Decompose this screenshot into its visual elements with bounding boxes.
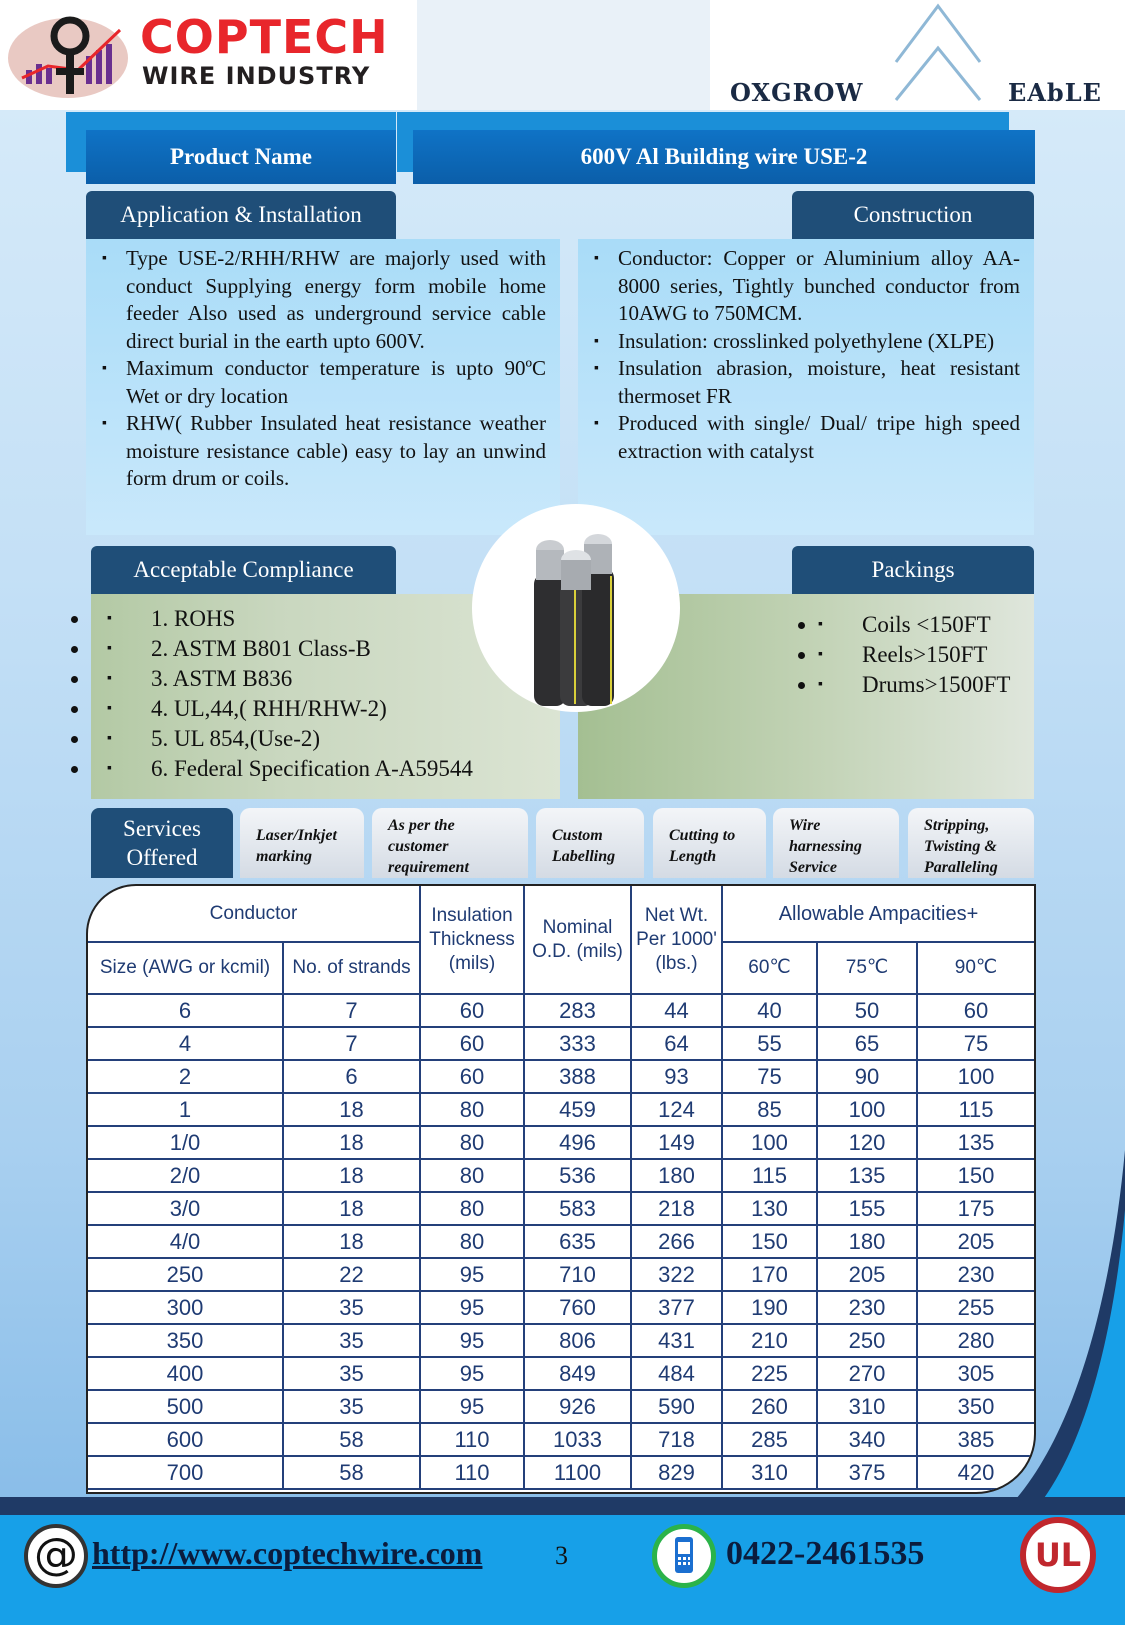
table-cell: 270 — [817, 1357, 917, 1390]
table-cell: 2/0 — [88, 1159, 283, 1192]
table-cell: 60 — [420, 1060, 524, 1093]
table-row — [88, 1060, 1034, 1093]
table-cell: 385 — [917, 1423, 1034, 1456]
table-cell: 95 — [420, 1291, 524, 1324]
table-cell: 375 — [817, 1456, 917, 1489]
packings-item: ▪ • Drums>1500FT — [818, 670, 1010, 700]
table-cell: 760 — [524, 1291, 631, 1324]
table-row — [88, 1324, 1034, 1357]
table-cell: 93 — [631, 1060, 722, 1093]
table-row — [88, 1027, 1034, 1060]
table-cell: 22 — [283, 1258, 420, 1291]
header-od: Nominal O.D. (mils) — [524, 886, 631, 994]
table-row — [88, 1225, 1034, 1258]
table-row — [88, 1159, 1034, 1192]
product-name: 600V Al Building wire USE-2 — [413, 130, 1035, 184]
table-cell: 100 — [722, 1126, 817, 1159]
header-middle — [417, 0, 710, 110]
table-cell: 4 — [88, 1027, 283, 1060]
packings-title: Packings — [792, 546, 1034, 594]
construction-item: ▪ Insulation: crosslinked polyethylene (XLPE) — [578, 328, 1020, 356]
table-cell: 18 — [283, 1225, 420, 1258]
table-cell: 120 — [817, 1126, 917, 1159]
table-cell: 431 — [631, 1324, 722, 1357]
table-cell: 135 — [817, 1159, 917, 1192]
table-cell: 583 — [524, 1192, 631, 1225]
table-cell: 35 — [283, 1357, 420, 1390]
page-number: 3 — [555, 1541, 568, 1570]
table-cell: 4/0 — [88, 1225, 283, 1258]
table-cell: 285 — [722, 1423, 817, 1456]
table-cell: 18 — [283, 1192, 420, 1225]
table-cell: 80 — [420, 1159, 524, 1192]
product-label: Product Name — [86, 130, 396, 184]
table-cell: 205 — [817, 1258, 917, 1291]
table-cell: 6 — [88, 994, 283, 1027]
table-cell: 388 — [524, 1060, 631, 1093]
table-cell: 90 — [817, 1060, 917, 1093]
table-row — [88, 1456, 1034, 1489]
table-cell: 230 — [817, 1291, 917, 1324]
table-cell: 1100 — [524, 1456, 631, 1489]
table-cell: 65 — [817, 1027, 917, 1060]
table-row — [88, 1423, 1034, 1456]
table-cell: 310 — [722, 1456, 817, 1489]
table-cell: 75 — [917, 1027, 1034, 1060]
website-link[interactable]: http://www.coptechwire.com — [92, 1535, 483, 1571]
table-row — [88, 1390, 1034, 1423]
table-cell: 333 — [524, 1027, 631, 1060]
table-cell: 280 — [917, 1324, 1034, 1357]
construction-panel — [578, 239, 1034, 535]
table-cell: 135 — [917, 1126, 1034, 1159]
table-cell: 155 — [817, 1192, 917, 1225]
table-cell: 205 — [917, 1225, 1034, 1258]
table-cell: 536 — [524, 1159, 631, 1192]
application-title: Application & Installation — [86, 191, 396, 239]
table-cell: 322 — [631, 1258, 722, 1291]
table-cell: 1 — [88, 1093, 283, 1126]
table-cell: 100 — [917, 1060, 1034, 1093]
table-cell: 7 — [283, 1027, 420, 1060]
construction-item: ▪ Insulation abrasion, moisture, heat resistant thermoset FR — [578, 355, 1020, 410]
table-cell: 230 — [917, 1258, 1034, 1291]
table-cell: 350 — [917, 1390, 1034, 1423]
table-row — [88, 1093, 1034, 1126]
table-cell: 266 — [631, 1225, 722, 1258]
table-cell: 170 — [722, 1258, 817, 1291]
service-tab-stripping: Stripping, Twisting & Paralleling — [908, 808, 1034, 878]
brand-name: COPTECH — [140, 10, 389, 64]
table-cell: 115 — [722, 1159, 817, 1192]
table-cell: 150 — [722, 1225, 817, 1258]
table-cell: 340 — [817, 1423, 917, 1456]
table-cell: 2 — [88, 1060, 283, 1093]
table-row — [88, 1126, 1034, 1159]
table-cell: 250 — [88, 1258, 283, 1291]
table-cell: 80 — [420, 1225, 524, 1258]
service-tab-marking: Laser/Inkjet marking — [240, 808, 364, 878]
coptech-logo-icon — [8, 8, 130, 100]
table-cell: 225 — [722, 1357, 817, 1390]
header-insulation: Insulation Thickness (mils) — [420, 886, 524, 994]
table-row — [88, 1258, 1034, 1291]
table-cell: 44 — [631, 994, 722, 1027]
table-cell: 95 — [420, 1258, 524, 1291]
table-cell: 180 — [817, 1225, 917, 1258]
construction-item: ▪ Conductor: Copper or Aluminium alloy AA-8000 series, Tightly bunched conductor from 10AWG to 750MCM. — [578, 245, 1020, 328]
table-cell: 459 — [524, 1093, 631, 1126]
spec-table — [86, 884, 1036, 1494]
table-cell: 60 — [917, 994, 1034, 1027]
table-cell: 175 — [917, 1192, 1034, 1225]
decor-swoosh — [1000, 1150, 1125, 1516]
table-cell: 149 — [631, 1126, 722, 1159]
table-cell: 1033 — [524, 1423, 631, 1456]
table-cell: 377 — [631, 1291, 722, 1324]
table-cell: 210 — [722, 1324, 817, 1357]
compliance-item: ▪ • 5. UL 854,(Use-2) — [91, 724, 560, 754]
compliance-item: ▪ • 6. Federal Specification A-A59544 — [91, 754, 560, 784]
service-tab-harnessing: Wire harnessing Service — [773, 808, 899, 878]
table-row — [88, 1192, 1034, 1225]
table-cell: 130 — [722, 1192, 817, 1225]
table-cell: 115 — [917, 1093, 1034, 1126]
header-60c: 60℃ — [722, 942, 817, 994]
partner-name-right: EAbLE — [1008, 78, 1102, 107]
header-netwt: Net Wt. Per 1000' (lbs.) — [631, 886, 722, 994]
table-cell: 496 — [524, 1126, 631, 1159]
header-75c: 75℃ — [817, 942, 917, 994]
application-panel — [86, 239, 560, 535]
table-cell: 58 — [283, 1423, 420, 1456]
table-cell: 250 — [817, 1324, 917, 1357]
table-cell: 85 — [722, 1093, 817, 1126]
compliance-item: ▪ • 2. ASTM B801 Class-B — [91, 634, 560, 664]
table-cell: 35 — [283, 1324, 420, 1357]
table-cell: 218 — [631, 1192, 722, 1225]
table-cell: 590 — [631, 1390, 722, 1423]
table-cell: 124 — [631, 1093, 722, 1126]
table-cell: 18 — [283, 1159, 420, 1192]
cable-image — [470, 502, 682, 714]
table-cell: 710 — [524, 1258, 631, 1291]
table-cell: 35 — [283, 1390, 420, 1423]
table-row — [88, 1357, 1034, 1390]
table-cell: 718 — [631, 1423, 722, 1456]
table-cell: 80 — [420, 1093, 524, 1126]
table-cell: 110 — [420, 1456, 524, 1489]
application-item: ▪ RHW( Rubber Insulated heat resistance weather moisture resistance cable) easy to lay an unwind form drum or coils. — [86, 410, 546, 493]
table-cell: 500 — [88, 1390, 283, 1423]
table-cell: 180 — [631, 1159, 722, 1192]
table-cell: 60 — [420, 1027, 524, 1060]
table-cell: 190 — [722, 1291, 817, 1324]
table-cell: 50 — [817, 994, 917, 1027]
table-cell: 64 — [631, 1027, 722, 1060]
table-cell: 635 — [524, 1225, 631, 1258]
table-cell: 60 — [420, 994, 524, 1027]
table-cell: 18 — [283, 1093, 420, 1126]
oxgrow-logo-icon — [890, 2, 990, 102]
compliance-title: Acceptable Compliance — [91, 546, 396, 594]
service-tab-labelling: Custom Labelling — [536, 808, 644, 878]
table-cell: 3/0 — [88, 1192, 283, 1225]
table-cell: 1/0 — [88, 1126, 283, 1159]
compliance-item: ▪ • 1. ROHS — [91, 604, 560, 634]
table-cell: 100 — [817, 1093, 917, 1126]
construction-title: Construction — [792, 191, 1034, 239]
table-cell: 80 — [420, 1192, 524, 1225]
table-cell: 310 — [817, 1390, 917, 1423]
table-cell: 484 — [631, 1357, 722, 1390]
table-cell: 260 — [722, 1390, 817, 1423]
table-cell: 283 — [524, 994, 631, 1027]
compliance-item: ▪ • 4. UL,44,( RHH/RHW-2) — [91, 694, 560, 724]
table-cell: 926 — [524, 1390, 631, 1423]
ul-cert-text: UL — [1034, 1536, 1082, 1574]
table-cell: 7 — [283, 994, 420, 1027]
table-cell: 829 — [631, 1456, 722, 1489]
table-cell: 6 — [283, 1060, 420, 1093]
table-cell: 80 — [420, 1126, 524, 1159]
application-item: ▪ Type USE-2/RHH/RHW are majorly used with conduct Supplying energy form mobile home feeder Also used as underground service cable direct burial in the earth upto 600V. — [86, 245, 546, 355]
table-cell: 95 — [420, 1357, 524, 1390]
table-row — [88, 1291, 1034, 1324]
table-cell: 55 — [722, 1027, 817, 1060]
packings-item: ▪ • Coils <150FT — [818, 610, 1010, 640]
phone-number[interactable]: 0422-2461535 — [726, 1535, 925, 1572]
table-cell: 806 — [524, 1324, 631, 1357]
table-cell: 95 — [420, 1390, 524, 1423]
table-cell: 300 — [88, 1291, 283, 1324]
table-cell: 350 — [88, 1324, 283, 1357]
table-cell: 400 — [88, 1357, 283, 1390]
construction-item: ▪ Produced with single/ Dual/ tripe high speed extraction with catalyst — [578, 410, 1020, 465]
table-cell: 150 — [917, 1159, 1034, 1192]
table-cell: 110 — [420, 1423, 524, 1456]
service-tab-cutting: Cutting to Length — [653, 808, 766, 878]
application-item: ▪ Maximum conductor temperature is upto 90ºC Wet or dry location — [86, 355, 546, 410]
footer-stripe — [0, 1497, 1125, 1515]
table-cell: 75 — [722, 1060, 817, 1093]
service-tab-custom: As per the customer requirement — [372, 808, 528, 878]
header-ampacity: Allowable Ampacities+ — [722, 886, 1034, 942]
services-title: Services Offered — [91, 808, 233, 878]
table-cell: 255 — [917, 1291, 1034, 1324]
table-row — [88, 994, 1034, 1027]
phone-icon — [652, 1524, 716, 1588]
brand-tagline: WIRE INDUSTRY — [142, 62, 371, 90]
partner-name-left: OXGROW — [730, 78, 864, 107]
table-cell: 420 — [917, 1456, 1034, 1489]
header-conductor: Conductor — [88, 886, 420, 942]
header-size: Size (AWG or kcmil) — [88, 942, 283, 994]
table-cell: 40 — [722, 994, 817, 1027]
table-cell: 95 — [420, 1324, 524, 1357]
table-cell: 35 — [283, 1291, 420, 1324]
table-cell: 18 — [283, 1126, 420, 1159]
table-cell: 700 — [88, 1456, 283, 1489]
header-90c: 90℃ — [917, 942, 1034, 994]
packings-item: ▪ • Reels>150FT — [818, 640, 1010, 670]
email-icon: @ — [24, 1524, 88, 1588]
table-cell: 58 — [283, 1456, 420, 1489]
table-cell: 849 — [524, 1357, 631, 1390]
table-cell: 305 — [917, 1357, 1034, 1390]
compliance-item: ▪ • 3. ASTM B836 — [91, 664, 560, 694]
header-strands: No. of strands — [283, 942, 420, 994]
table-cell: 600 — [88, 1423, 283, 1456]
